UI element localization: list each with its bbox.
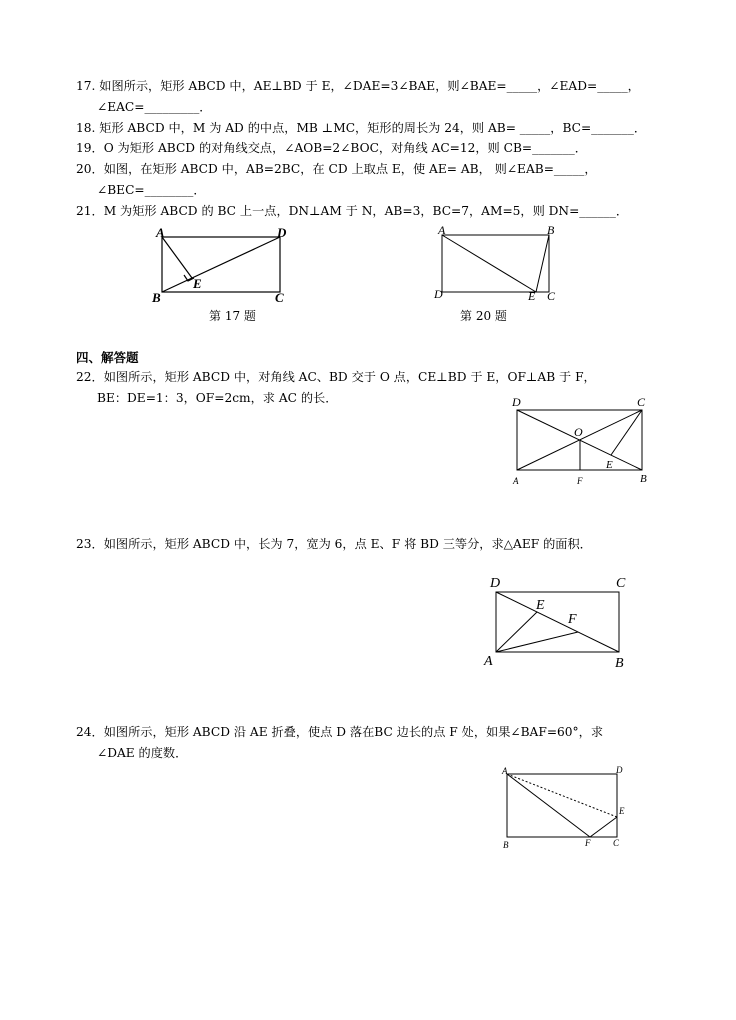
fig23-label-e: E xyxy=(536,598,545,613)
fig22-label-f: F xyxy=(577,476,583,486)
question-24-line-2: ∠DAE 的度数． xyxy=(97,746,188,760)
fig22-label-a: A xyxy=(513,476,519,486)
fig24-label-d: D xyxy=(616,765,623,775)
fig24-label-c: C xyxy=(613,838,620,848)
question-18: 18. 矩形 ABCD 中，M 为 AD 的中点，MB ⊥MC，矩形的周长为 24，则 AB= _____，BC=_______． xyxy=(76,121,647,135)
fig17-label-b: B xyxy=(152,290,161,305)
fig22-label-o: O xyxy=(574,425,583,439)
fig20-label-d: D xyxy=(434,287,443,301)
fig17-label-a: A xyxy=(156,225,165,240)
fig23-label-f: F xyxy=(568,612,577,627)
fig22-label-c: C xyxy=(637,395,646,409)
question-17-line-2: ∠EAC=_________． xyxy=(97,100,212,114)
question-24-line-1: 24．如图所示，矩形 ABCD 沿 AE 折叠，使点 D 落在BC 边长的点 F 处，如果∠BAF=60°，求 xyxy=(76,725,604,739)
figure-17-caption: 第 17 题 xyxy=(209,309,256,323)
fig24-label-e: E xyxy=(619,806,625,816)
figure-23 xyxy=(482,570,632,672)
fig24-label-b: B xyxy=(503,840,509,850)
fig20-label-e: E xyxy=(528,289,536,303)
figure-22 xyxy=(508,393,658,488)
figure-17 xyxy=(150,226,300,308)
question-20-line-2: ∠BEC=________． xyxy=(97,183,206,197)
fig22-label-b: B xyxy=(640,473,647,485)
fig22-label-e: E xyxy=(606,459,613,471)
fig23-label-c: C xyxy=(616,576,626,591)
fig17-label-c: C xyxy=(275,290,284,305)
fig24-label-f: F xyxy=(585,838,591,848)
fig24-label-a: A xyxy=(502,766,508,776)
question-21: 21．M 为矩形 ABCD 的 BC 上一点，DN⊥AM 于 N，AB=3，BC=7，AM=5，则 DN=______． xyxy=(76,204,629,218)
section-heading: 四、解答题 xyxy=(76,350,139,365)
figure-20-caption: 第 20 题 xyxy=(460,309,507,323)
figure-24 xyxy=(495,762,635,854)
question-20-line-1: 20．如图，在矩形 ABCD 中，AB=2BC，在 CD 上取点 E，使 AE= AB， 则∠EAB=_____， xyxy=(76,162,597,176)
fig17-label-e: E xyxy=(193,276,202,291)
fig23-label-b: B xyxy=(615,656,624,671)
question-23: 23．如图所示，矩形 ABCD 中，长为 7，宽为 6，点 E、F 将 BD 三等分，求△AEF 的面积． xyxy=(76,537,592,551)
figure-20 xyxy=(432,222,562,304)
fig22-label-d: D xyxy=(512,395,521,409)
question-22-line-2: BE：DE=1：3，OF=2cm，求 AC 的长． xyxy=(97,391,338,405)
fig23-label-a: A xyxy=(484,654,493,669)
question-19: 19．O 为矩形 ABCD 的对角线交点，∠AOB=2∠BOC，对角线 AC=12，则 CB=_______． xyxy=(76,141,587,155)
question-17-line-1: 17. 如图所示，矩形 ABCD 中，AE⊥BD 于 E，∠DAE=3∠BAE，则∠BAE=_____，∠EAD=_____， xyxy=(76,79,640,93)
fig20-label-a: A xyxy=(438,223,446,237)
fig23-label-d: D xyxy=(490,576,501,591)
question-22-line-1: 22．如图所示，矩形 ABCD 中，对角线 AC、BD 交于 O 点，CE⊥BD 于 E，OF⊥AB 于 F， xyxy=(76,370,596,384)
fig17-label-d: D xyxy=(277,225,287,240)
fig20-label-b: B xyxy=(547,223,555,237)
fig20-label-c: C xyxy=(547,289,556,303)
